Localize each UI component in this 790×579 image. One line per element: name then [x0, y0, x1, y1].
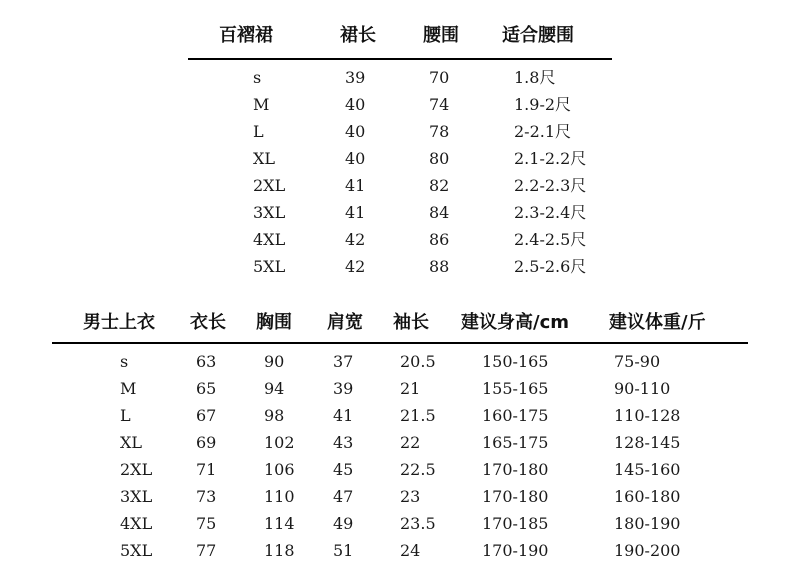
table-cell: 39 — [333, 379, 354, 398]
shirt-table-header: 衣长 — [190, 312, 226, 333]
table-cell: 106 — [264, 460, 295, 479]
table-cell: 73 — [196, 487, 217, 506]
table-cell: 2.3-2.4尺 — [514, 203, 587, 222]
table-cell: 150-165 — [482, 352, 549, 371]
table-cell: s — [120, 352, 129, 371]
table-cell: 63 — [196, 352, 217, 371]
table-cell: 41 — [345, 203, 366, 222]
table-cell: 22 — [400, 433, 421, 452]
table-cell: L — [253, 122, 264, 141]
table-cell: 23 — [400, 487, 421, 506]
table-cell: 4XL — [120, 514, 153, 533]
table-cell: 69 — [196, 433, 217, 452]
table-cell: 160-175 — [482, 406, 549, 425]
table-cell: 78 — [429, 122, 450, 141]
table-cell: 24 — [400, 541, 421, 560]
skirt-table-header: 百褶裙 — [219, 25, 273, 46]
table-cell: L — [120, 406, 131, 425]
table-cell: 84 — [429, 203, 450, 222]
table-cell: 41 — [333, 406, 354, 425]
table-cell: 23.5 — [400, 514, 436, 533]
shirt-table-header: 肩宽 — [327, 312, 363, 333]
table-cell: 2-2.1尺 — [514, 122, 572, 141]
table-cell: 75-90 — [614, 352, 661, 371]
header-divider — [188, 58, 612, 60]
table-cell: 155-165 — [482, 379, 549, 398]
table-cell: 190-200 — [614, 541, 681, 560]
shirt-table-header: 男士上衣 — [83, 312, 155, 333]
table-cell: 2.2-2.3尺 — [514, 176, 587, 195]
table-cell: 5XL — [120, 541, 153, 560]
table-cell: 145-160 — [614, 460, 681, 479]
table-cell: 1.8尺 — [514, 68, 556, 87]
table-cell: 45 — [333, 460, 354, 479]
table-cell: 67 — [196, 406, 217, 425]
table-cell: 86 — [429, 230, 450, 249]
table-cell: 51 — [333, 541, 354, 560]
table-cell: 74 — [429, 95, 450, 114]
table-cell: 90 — [264, 352, 285, 371]
table-cell: 21.5 — [400, 406, 436, 425]
skirt-table-header: 裙长 — [340, 25, 376, 46]
table-cell: 110-128 — [614, 406, 681, 425]
table-cell: 90-110 — [614, 379, 671, 398]
table-cell: 110 — [264, 487, 295, 506]
table-cell: 170-180 — [482, 460, 549, 479]
table-cell: 41 — [345, 176, 366, 195]
table-cell: 21 — [400, 379, 421, 398]
table-cell: 88 — [429, 257, 450, 276]
table-cell: 5XL — [253, 257, 286, 276]
table-cell: 75 — [196, 514, 217, 533]
table-cell: 49 — [333, 514, 354, 533]
table-cell: 70 — [429, 68, 450, 87]
table-cell: M — [120, 379, 137, 398]
table-cell: 3XL — [120, 487, 153, 506]
shirt-table-header: 胸围 — [256, 312, 292, 333]
table-cell: 2XL — [120, 460, 153, 479]
table-cell: 80 — [429, 149, 450, 168]
table-cell: 3XL — [253, 203, 286, 222]
table-cell: 40 — [345, 149, 366, 168]
table-cell: 102 — [264, 433, 295, 452]
table-cell: 170-185 — [482, 514, 549, 533]
table-cell: 39 — [345, 68, 366, 87]
skirt-table-header: 适合腰围 — [502, 25, 574, 46]
table-cell: 42 — [345, 230, 366, 249]
table-cell: M — [253, 95, 270, 114]
table-cell: 170-190 — [482, 541, 549, 560]
table-cell: 40 — [345, 122, 366, 141]
table-cell: 37 — [333, 352, 354, 371]
table-cell: 47 — [333, 487, 354, 506]
table-cell: XL — [120, 433, 143, 452]
table-cell: 165-175 — [482, 433, 549, 452]
table-cell: 170-180 — [482, 487, 549, 506]
table-cell: 2.5-2.6尺 — [514, 257, 587, 276]
table-cell: 43 — [333, 433, 354, 452]
header-divider — [52, 342, 748, 344]
table-cell: 65 — [196, 379, 217, 398]
table-cell: 40 — [345, 95, 366, 114]
table-cell: 2XL — [253, 176, 286, 195]
table-cell: 42 — [345, 257, 366, 276]
table-cell: 1.9-2尺 — [514, 95, 572, 114]
skirt-table-header: 腰围 — [423, 25, 459, 46]
table-cell: 94 — [264, 379, 285, 398]
table-cell: 98 — [264, 406, 285, 425]
shirt-table-header: 袖长 — [393, 312, 429, 333]
table-cell: 22.5 — [400, 460, 436, 479]
table-cell: 2.1-2.2尺 — [514, 149, 587, 168]
table-cell: 128-145 — [614, 433, 681, 452]
table-cell: 114 — [264, 514, 295, 533]
table-cell: 2.4-2.5尺 — [514, 230, 587, 249]
table-cell: XL — [253, 149, 276, 168]
table-cell: s — [253, 68, 262, 87]
table-cell: 180-190 — [614, 514, 681, 533]
shirt-table-header: 建议体重/斤 — [609, 312, 706, 333]
table-cell: 118 — [264, 541, 295, 560]
table-cell: 82 — [429, 176, 450, 195]
shirt-table-header: 建议身高/cm — [461, 312, 569, 333]
table-cell: 71 — [196, 460, 217, 479]
table-cell: 160-180 — [614, 487, 681, 506]
table-cell: 77 — [196, 541, 217, 560]
table-cell: 4XL — [253, 230, 286, 249]
table-cell: 20.5 — [400, 352, 436, 371]
